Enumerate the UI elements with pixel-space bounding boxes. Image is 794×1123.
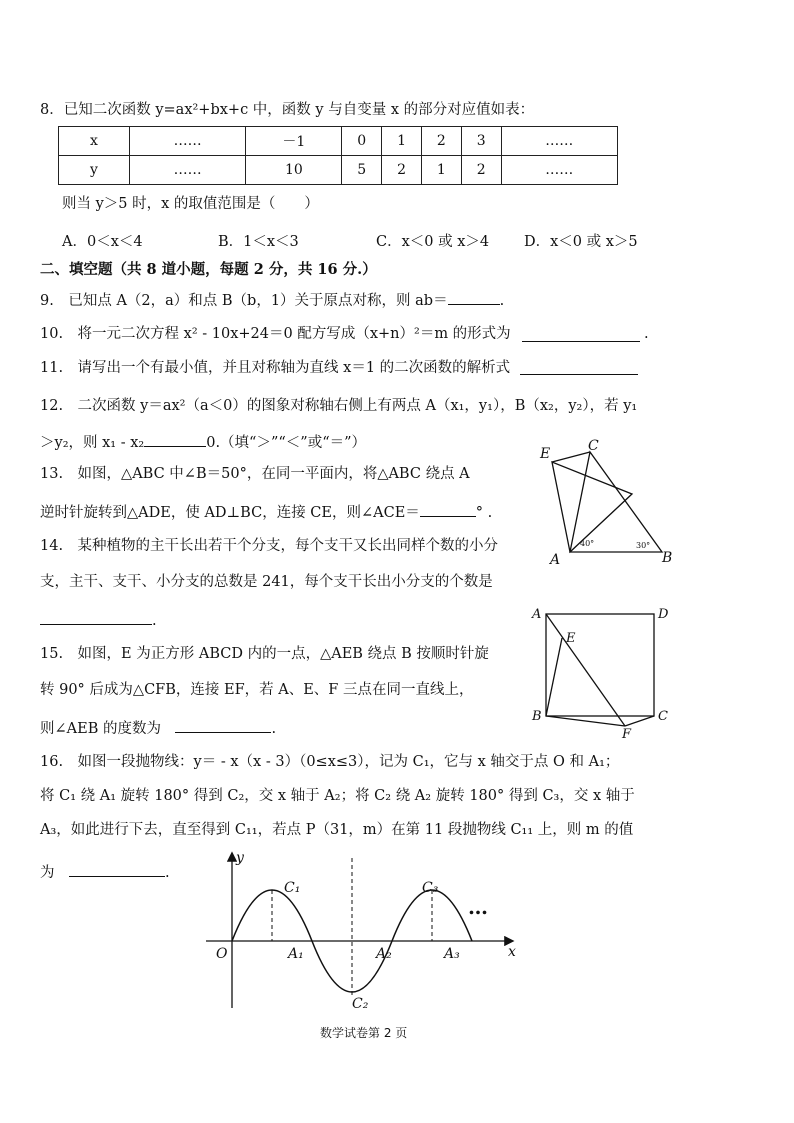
q11-text: 11. 请写出一个有最小值，并且对称轴为直线 x＝1 的二次函数的解析式 <box>40 360 511 376</box>
q9-end: . <box>499 293 505 309</box>
q8-option-d: D．x＜0 或 x＞5 <box>524 234 638 250</box>
q14-line3 <box>40 608 157 631</box>
label-a: A <box>550 552 561 568</box>
q14-line2: 支，主干、支干、小分支的总数是 241，每个支干长出小分支的个数是 <box>40 574 493 590</box>
segment-af <box>546 614 625 726</box>
table-cell: 5 <box>342 156 382 185</box>
answer-blank <box>144 430 206 447</box>
segment-ce <box>552 452 590 462</box>
table-row <box>59 156 618 185</box>
q12-line1: 12. 二次函数 y＝ax²（a＜0）的图象对称轴右侧上有两点 A（x₁，y₁），B（x₂，y₂），若 y₁ <box>40 398 638 414</box>
q15-line3 <box>40 716 276 739</box>
figure-16 <box>206 848 526 1016</box>
q8-question: 则当 y＞5 时，x 的取值范围是（ ） <box>62 196 319 212</box>
label-e: E <box>566 631 576 646</box>
answer-blank <box>40 608 152 625</box>
table-cell: x <box>59 127 130 156</box>
q9-text: 9. 已知点 A（2，a）和点 B（b，1）关于原点对称，则 ab＝ <box>40 293 448 309</box>
table-cell: …… <box>501 127 617 156</box>
angle-label: 30° <box>636 541 651 550</box>
q9-line <box>40 288 504 311</box>
q10-text: 10. 将一元二次方程 x² - 10x+24＝0 配方写成（x+n）²＝m 的形式为 <box>40 326 511 342</box>
segment-be <box>546 638 562 716</box>
label-o: O <box>216 946 228 962</box>
label-a: A <box>532 607 542 622</box>
table-cell: 2 <box>382 156 422 185</box>
q16-line3: A₃，如此进行下去，直至得到 C₁₁，若点 P（31，m）在第 11 段抛物线 C₁₁ 上，则 m 的值 <box>40 822 634 838</box>
q13-line1: 13. 如图，△ABC 中∠B＝50°，在同一平面内，将△ABC 绕点 A <box>40 466 470 482</box>
table-cell: …… <box>130 156 246 185</box>
ellipsis: … <box>468 895 488 919</box>
table-cell: 1 <box>382 127 422 156</box>
table-cell: y <box>59 156 130 185</box>
q8-option-c: C．x＜0 或 x＞4 <box>376 234 490 250</box>
q8-option-a: A．0＜x＜4 <box>62 234 143 250</box>
label-a2: A₂ <box>376 946 392 962</box>
q13-line2a: 逆时针旋转到△ADE，使 AD⊥BC，连接 CE，则∠ACE＝ <box>40 505 420 521</box>
table-cell: 0 <box>342 127 382 156</box>
table-cell: …… <box>130 127 246 156</box>
answer-blank <box>420 500 476 517</box>
q10-end: . <box>644 326 649 342</box>
table-row <box>59 127 618 156</box>
figure-15 <box>528 604 668 740</box>
answer-blank <box>520 358 638 375</box>
q8-stem: 8．已知二次函数 y=ax²+bx+c 中，函数 y 与自变量 x 的部分对应值如表： <box>40 102 535 118</box>
q16-line1: 16. 如图一段抛物线：y＝ - x（x - 3）（0≤x≤3），记为 C₁，它与 x 轴交于点 O 和 A₁； <box>40 754 620 770</box>
label-c: C <box>658 709 668 724</box>
label-e: E <box>540 446 551 462</box>
q15-line3b: . <box>271 721 277 737</box>
answer-blank <box>522 325 640 342</box>
q16-line2: 将 C₁ 绕 A₁ 旋转 180° 得到 C₂，交 x 轴于 A₂；将 C₂ 绕 A₂ 旋转 180° 得到 C₃，交 x 轴于 <box>40 788 635 804</box>
q14-line1: 14. 某种植物的主干长出若干个分支，每个支干又长出同样个数的小分 <box>40 538 499 554</box>
q16-line4b: . <box>165 865 170 881</box>
table-cell: 2 <box>421 127 461 156</box>
page-footer: 数学试卷第 2 页 <box>320 1026 408 1040</box>
q8-option-b: B．1＜x＜3 <box>218 234 299 250</box>
square-abcd <box>546 614 654 716</box>
q10-line <box>40 324 511 344</box>
label-f: F <box>622 727 632 742</box>
answer-blank <box>175 716 271 733</box>
section-heading: 二、填空题（共 8 道小题，每题 2 分，共 16 分.） <box>40 261 377 278</box>
table-cell: 10 <box>246 156 342 185</box>
label-c2: C₂ <box>352 996 369 1012</box>
label-d: D <box>658 607 669 622</box>
value-table <box>58 126 618 185</box>
table-cell: －1 <box>246 127 342 156</box>
q15-line2: 转 90° 后成为△CFB，连接 EF，若 A、E、F 三点在同一直线上， <box>40 682 474 698</box>
q15-line1: 15. 如图，E 为正方形 ABCD 内的一点，△AEB 绕点 B 按顺时针旋 <box>40 646 489 662</box>
table-cell: …… <box>501 156 617 185</box>
table-cell: 2 <box>461 156 501 185</box>
table-cell: 3 <box>461 127 501 156</box>
label-x: x <box>508 944 516 960</box>
angle-label: 40° <box>580 539 595 548</box>
label-a3: A₃ <box>444 946 460 962</box>
q12-line2b: 0.（填“＞”“＜”或“＝”） <box>206 435 367 451</box>
label-c: C <box>588 438 599 454</box>
figure-13 <box>538 438 678 568</box>
label-b: B <box>662 550 673 566</box>
q13-line2 <box>40 500 492 523</box>
segment-cf <box>625 716 654 726</box>
q16-line4a: 为 <box>40 865 55 881</box>
q12-line2 <box>40 430 366 453</box>
label-y: y <box>236 850 244 866</box>
table-cell: 1 <box>421 156 461 185</box>
q13-line2b: ° . <box>475 505 493 521</box>
answer-blank <box>448 288 500 305</box>
label-c3: C₃ <box>422 880 439 896</box>
q16-line4 <box>40 860 170 883</box>
segment-bf <box>546 716 625 726</box>
q15-line3a: 则∠AEB 的度数为 <box>40 721 161 737</box>
answer-blank <box>69 860 165 877</box>
q14-end: . <box>152 613 157 629</box>
q12-line2a: ＞y₂，则 x₁ - x₂ <box>40 435 145 451</box>
label-a1: A₁ <box>288 946 304 962</box>
label-c1: C₁ <box>284 880 301 896</box>
label-b: B <box>532 709 542 724</box>
triangle-abc <box>570 452 662 552</box>
